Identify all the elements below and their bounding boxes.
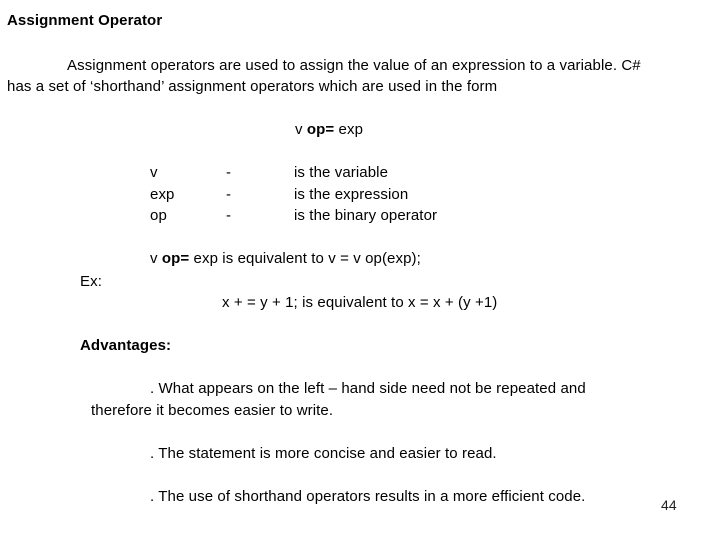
advantage-item-1-line-2: therefore it becomes easier to write. [91,402,334,419]
definition-dash: - [226,186,232,203]
form-expression [295,121,363,139]
advantage-item-1-line-1: . What appears on the left – hand side need not be repeated and [150,380,586,397]
definition-desc: is the expression [294,186,409,203]
definition-term: exp [150,186,175,203]
form-suffix: exp [334,121,364,138]
equivalence-suffix: exp is equivalent to v = v op(exp); [189,250,421,267]
intro-line-1: Assignment operators are used to assign the value of an expression to a variable. C# [67,57,641,74]
definition-dash: - [226,164,232,181]
intro-line-2: has a set of ‘shorthand’ assignment operators which are used in the form [7,78,498,95]
definition-dash: - [226,207,232,224]
form-operator: op= [306,121,335,138]
example-code: x + = y + 1; is equivalent to x = x + (y +1) [222,294,498,311]
definition-term: v [150,164,158,181]
page-title: Assignment Operator [7,12,163,29]
definition-term: op [150,207,167,224]
page-number: 44 [661,497,677,513]
equivalence-statement [150,250,421,268]
advantage-item-3: . The use of shorthand operators results in a more efficient code. [150,488,586,505]
advantage-item-2: . The statement is more concise and easier to read. [150,445,497,462]
equivalence-operator: op= [161,250,190,267]
advantages-heading: Advantages: [80,337,172,354]
form-prefix: v [295,121,307,138]
equivalence-prefix: v [150,250,162,267]
definition-desc: is the binary operator [294,207,438,224]
example-label: Ex: [80,273,102,290]
definition-desc: is the variable [294,164,389,181]
